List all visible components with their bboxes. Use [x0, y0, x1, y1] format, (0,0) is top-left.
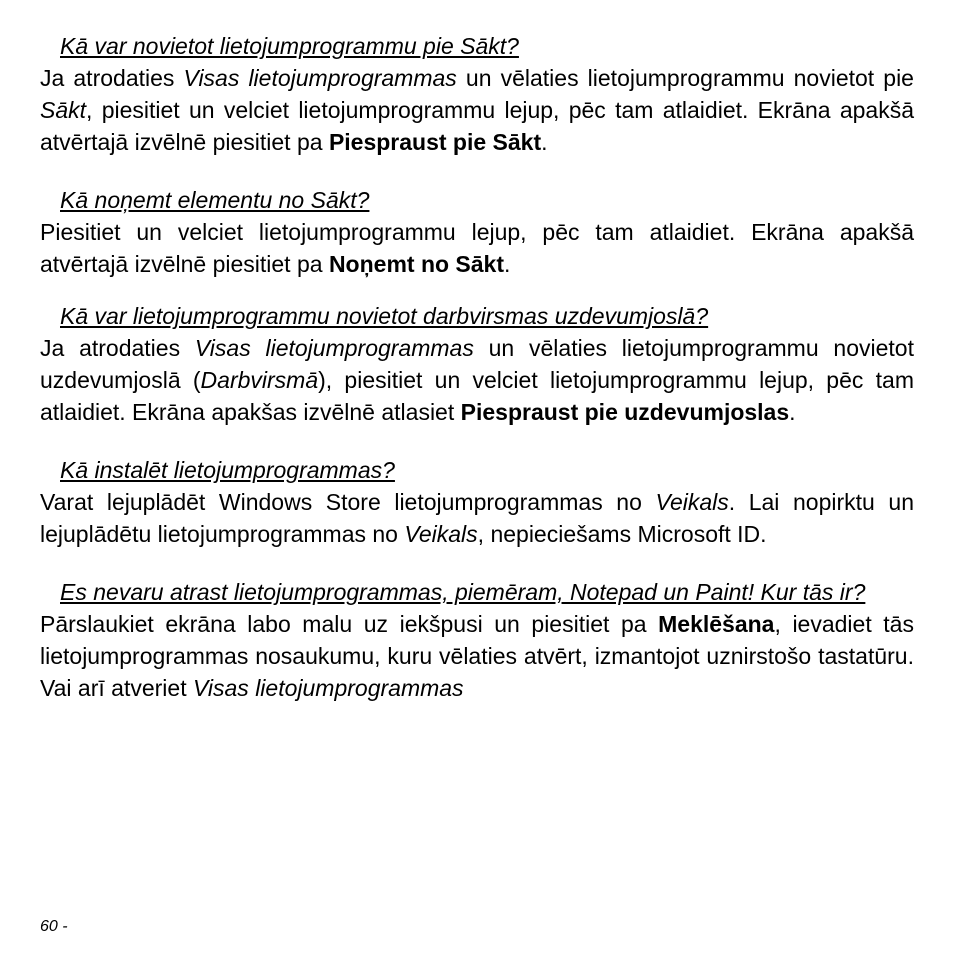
answer-text: un vēlaties lietojumprogrammu novietot pie: [456, 65, 914, 91]
answer-bold-command: Piespraust pie Sākt: [328, 129, 542, 155]
answer-italic-term: Visas lietojumprogrammas: [192, 675, 464, 701]
answer-italic-term: Darbvirsmā: [200, 367, 319, 393]
answer-bold-command: Meklēšana: [658, 611, 775, 637]
faq-answer-install-apps: [40, 486, 914, 550]
answer-italic-term: Visas lietojumprogrammas: [194, 335, 474, 361]
answer-text: un vēlaties lietojumprogrammu novietot uzdevumjoslā (: [40, 335, 914, 393]
answer-text: , piesitiet un velciet lietojumprogrammu lejup, pēc tam atlaidiet. Ekrāna apakšā atvērtajā izvēlnē piesitiet pa: [40, 97, 914, 155]
faq-answer-pin-to-taskbar: [40, 332, 914, 428]
answer-text: .: [541, 129, 548, 155]
answer-italic-term: Visas lietojumprogrammas: [183, 65, 457, 91]
answer-text: Piesitiet un velciet lietojumprogrammu lejup, pēc tam atlaidiet. Ekrāna apakšā atvērtajā izvēlnē piesitiet pa: [40, 219, 914, 277]
faq-answer-unpin-from-start: [40, 216, 914, 280]
faq-question-install-apps: Kā instalēt lietojumprogrammas?: [60, 457, 395, 483]
answer-text: .: [789, 399, 796, 425]
faq-question-pin-to-taskbar: Kā var lietojumprogrammu novietot darbvirsmas uzdevumjoslā?: [60, 303, 709, 329]
answer-text: .: [504, 251, 511, 277]
answer-text: Ja atrodaties: [40, 65, 184, 91]
answer-text: , ievadiet tās lietojumprogrammas nosaukumu, kuru vēlaties atvērt, izmantojot uznirstošo tastatūru. Vai arī atveriet: [40, 611, 914, 701]
faq-answer-pin-to-start: [40, 62, 914, 158]
answer-bold-command: Piespraust pie uzdevumjoslas: [460, 399, 790, 425]
answer-italic-term: Veikals: [404, 521, 478, 547]
page-number: 60 -: [40, 918, 68, 935]
answer-text: , nepieciešams Microsoft ID.: [477, 521, 767, 547]
answer-text: . Lai nopirktu un lejuplādētu lietojumprogrammas no: [40, 489, 914, 547]
document-page: [40, 30, 914, 704]
faq-answer-find-apps: [40, 608, 914, 704]
answer-bold-command: Noņemt no Sākt: [328, 251, 505, 277]
answer-text: ), piesitiet un velciet lietojumprogrammu lejup, pēc tam atlaidiet. Ekrāna apakšas izvēlnē atlasiet: [40, 367, 914, 425]
faq-question-pin-to-start: Kā var novietot lietojumprogrammu pie Sākt?: [60, 33, 519, 59]
faq-question-find-apps: Es nevaru atrast lietojumprogrammas, piemēram, Notepad un Paint! Kur tās ir?: [60, 579, 866, 605]
faq-question-unpin-from-start: Kā noņemt elementu no Sākt?: [60, 187, 370, 213]
answer-text: Varat lejuplādēt Windows Store lietojumprogrammas no: [40, 489, 656, 515]
answer-text: Pārslaukiet ekrāna labo malu uz iekšpusi un piesitiet pa: [40, 611, 659, 637]
answer-text: Ja atrodaties: [40, 335, 195, 361]
answer-italic-term: Veikals: [655, 489, 729, 515]
answer-italic-term: Sākt: [40, 97, 87, 123]
